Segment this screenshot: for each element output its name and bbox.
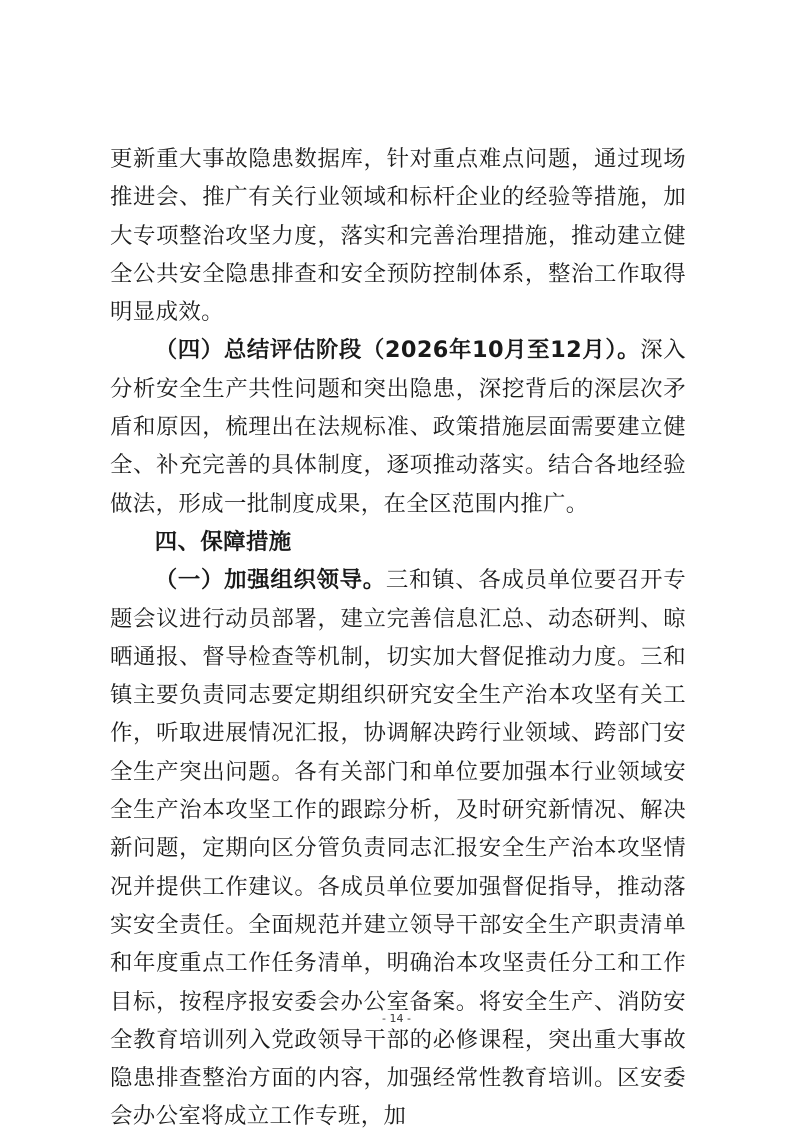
page-number: - 14 -	[382, 1012, 411, 1025]
document-body	[110, 140, 686, 1136]
paragraph-stage-four	[110, 331, 686, 522]
measure-one-heading: （一）加强组织领导。	[154, 567, 386, 594]
section-heading-safeguards: 四、保障措施	[154, 528, 292, 555]
measure-one-body: 三和镇、各成员单位要召开专题会议进行动员部署，建立完善信息汇总、动态研判、晾晒通报、督导检查等机制，切实加大督促推动力度。三和镇主要负责同志要定期组织研究安全生产治本攻坚有关工作，听取进展情况汇报，协调解决跨行业领域、跨部门安全生产突出问题。各有关部门和单位要加强本行业领域安全生产治本攻坚工作的跟踪分析，及时研究新情况、解决新问题，定期向区分管负责同志汇报安全生产治本攻坚情况并提供工作建议。各成员单位要加强督促指导，推动落实安全责任。全面规范并建立领导干部安全生产职责清单和年度重点工作任务清单，明确治本攻坚责任分工和工作目标，按程序报安委会办公室备案。将安全生产、消防安全教育培训列入党政领导干部的必修课程，突出重大事故隐患排查整治方面的内容，加强经常性教育培训。区安委会办公室将成立工作专班，加	[110, 567, 687, 1130]
stage-four-heading: （四）总结评估阶段（2026年10月至12月）。	[154, 337, 641, 364]
stage-four-body: 深入分析安全生产共性问题和突出隐患，深挖背后的深层次矛盾和原因，梳理出在法规标准、政策措施层面需要建立健全、补充完善的具体制度，逐项推动落实。结合各地经验做法，形成一批制度成果，在全区范围内推广。	[110, 337, 686, 517]
paragraph-continuation: 更新重大事故隐患数据库，针对重点难点问题，通过现场推进会、推广有关行业领域和标杆企业的经验等措施，加大专项整治攻坚力度，落实和完善治理措施，推动建立健全公共安全隐患排查和安全预防控制体系，整治工作取得明显成效。	[110, 146, 686, 326]
paragraph-measure-one	[110, 561, 686, 1135]
